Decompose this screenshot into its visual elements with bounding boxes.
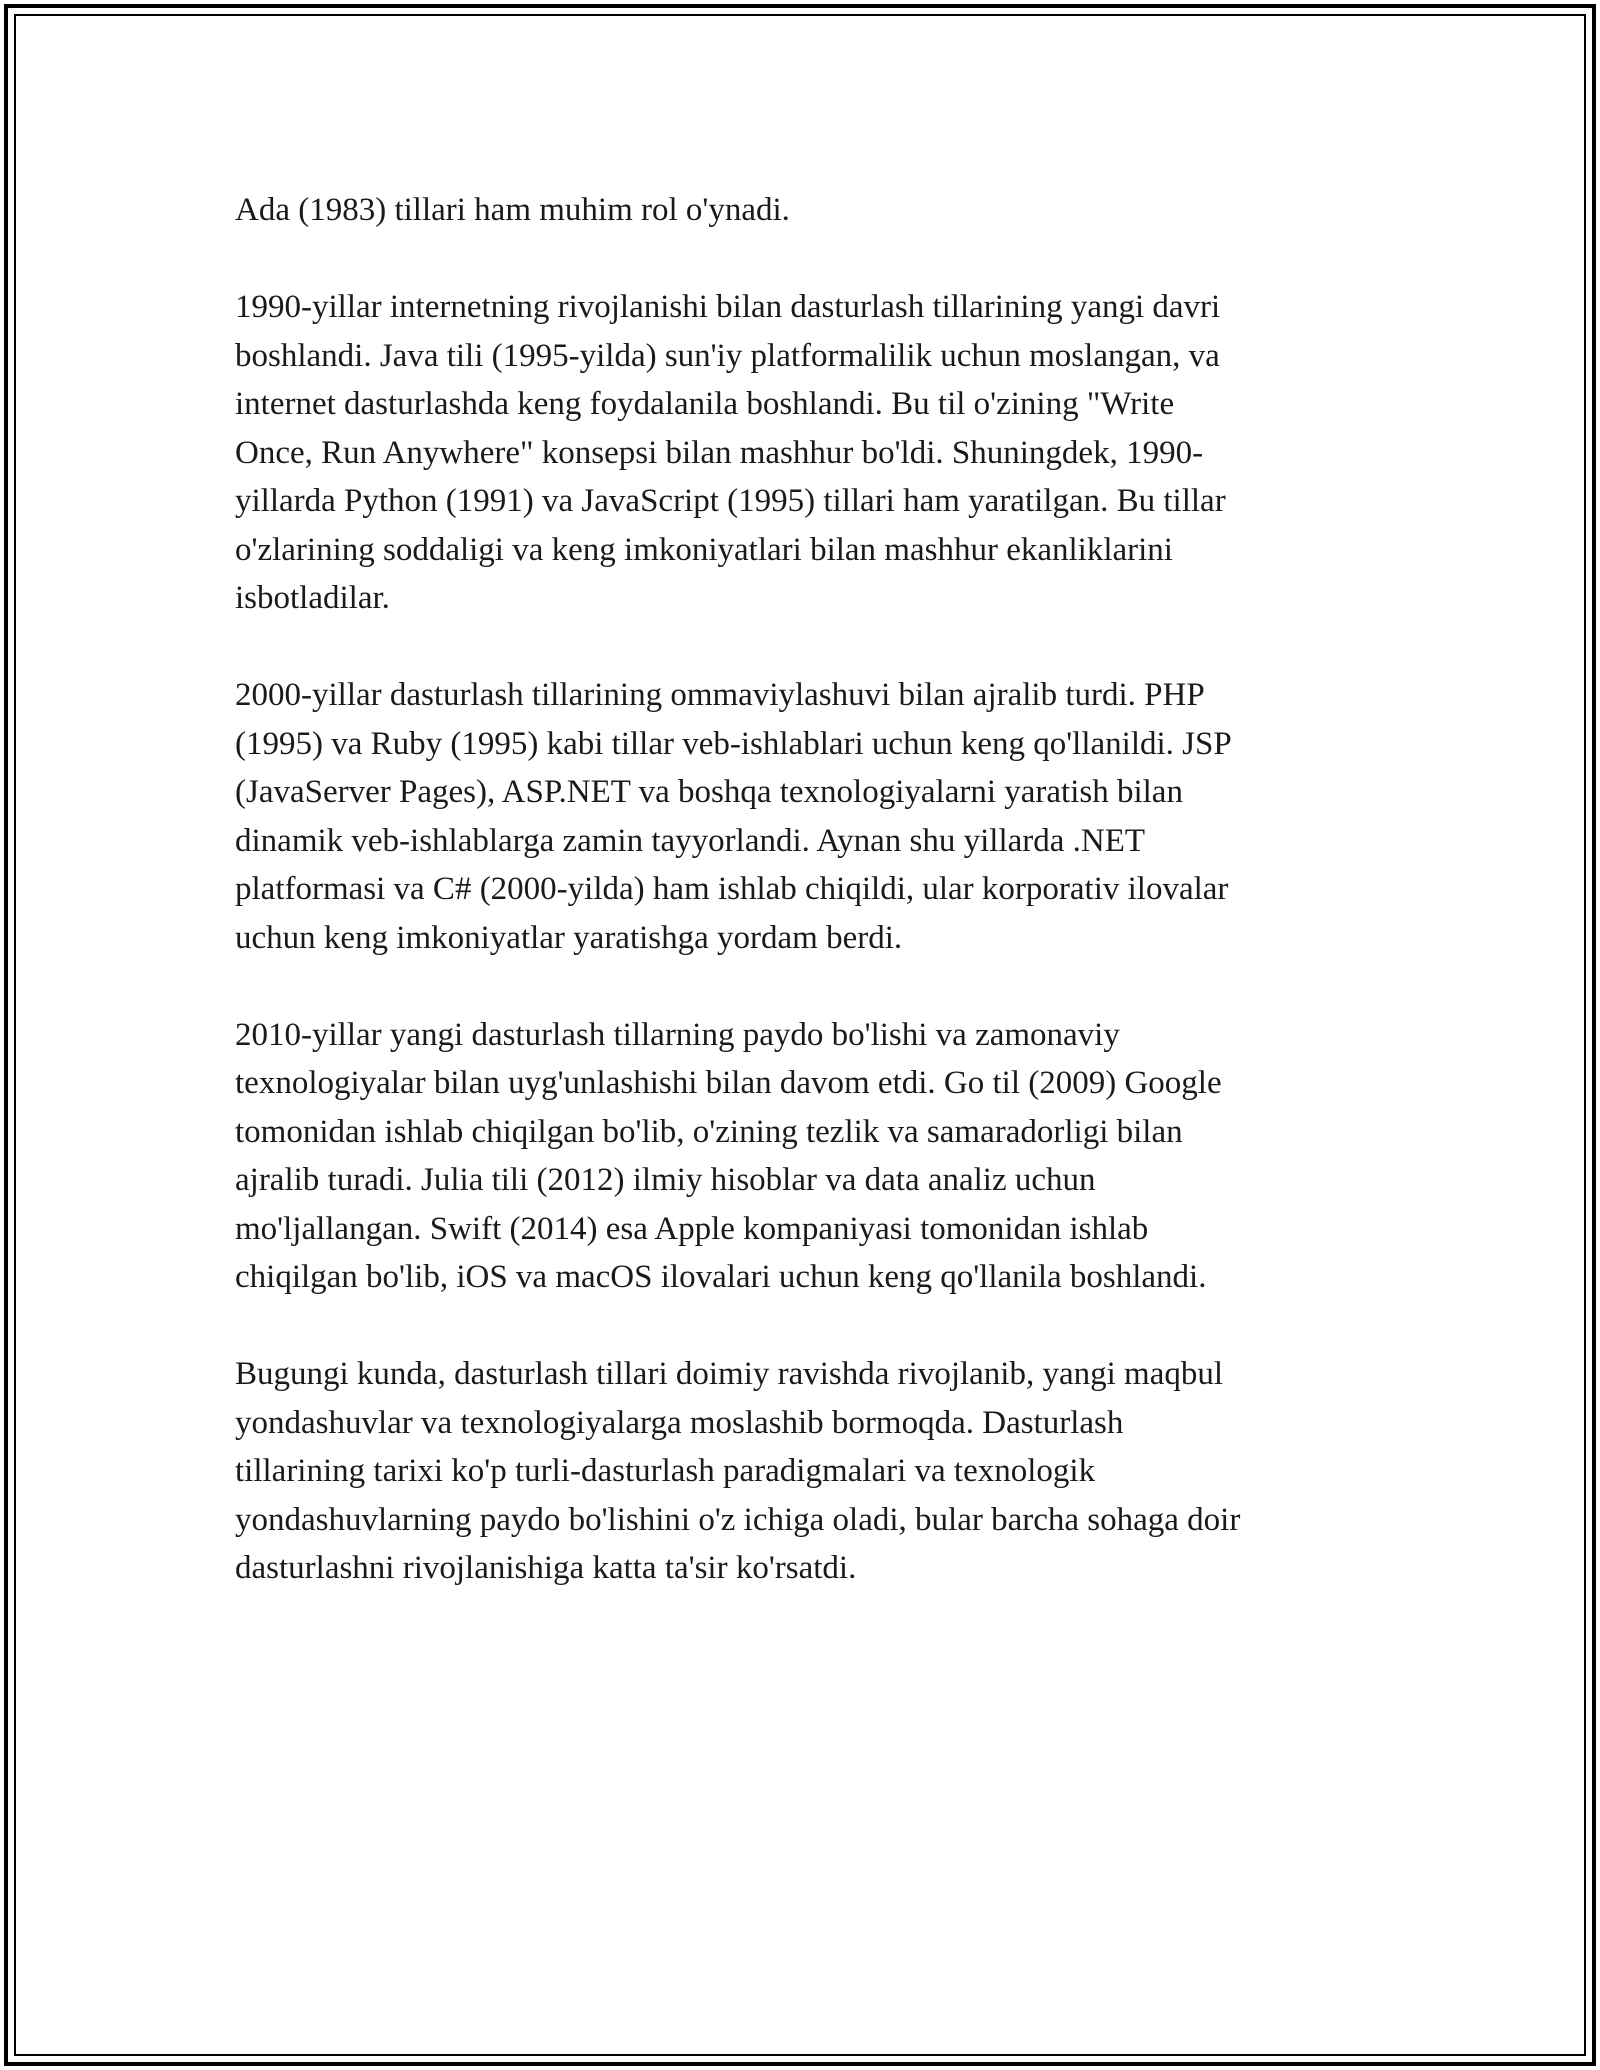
paragraph-ada: Ada (1983) tillari ham muhim rol o'ynadi. xyxy=(235,192,790,228)
paragraph-today: Bugungi kunda, dasturlash tillari doimiy ravishda rivojlanib, yangi maqbul yondashuvlar va texnologiyalarga moslashib bormoqda. Dasturlash tillarining tarixi ko'p turli-dasturlash paradigmalari va texnologik yondashuvlarning paydo bo'lishini o'z ichiga oladi, bular barcha sohaga doir dasturlashni rivojlanishiga katta ta'sir ko'rsatdi. xyxy=(235,1356,1241,1586)
paragraph-2010s: 2010-yillar yangi dasturlash tillarning paydo bo'lishi va zamonaviy texnologiyalar bilan uyg'unlashishi bilan davom etdi. Go til (2009) Google tomonidan ishlab chiqilgan bo'lib, o'zining tezlik va samaradorligi bilan ajralib turadi. Julia tili (2012) ilmiy hisoblar va data analiz uchun mo'ljallangan. Swift (2014) esa Apple kompaniyasi tomonidan ishlab chiqilgan bo'lib, iOS va macOS ilovalari uchun keng qo'llanila boshlandi. xyxy=(235,1016,1222,1295)
paragraph-1990s: 1990-yillar internetning rivojlanishi bilan dasturlash tillarining yangi davri boshlandi. Java tili (1995-yilda) sun'iy platformalilik uchun moslangan, va internet dasturlashda keng foydalanila boshlandi. Bu til o'zining "Write Once, Run Anywhere" konsepsi bilan mashhur bo'ldi. Shuningdek, 1990- yillarda Python (1991) va JavaScript (1995) tillari ham yaratilgan. Bu tillar o'zlarining soddaligi va keng imkoniyatlari bilan mashhur ekanliklarini isbotladilar. xyxy=(235,289,1226,616)
paragraph-2000s: 2000-yillar dasturlash tillarining ommaviylashuvi bilan ajralib turdi. PHP (1995) va Ruby (1995) kabi tillar veb-ishlablari uchun keng qo'llanildi. JSP (JavaServer Pages), ASP.NET va boshqa texnologiyalarni yaratish bilan dinamik veb-ishlablarga zamin tayyorlandi. Aynan shu yillarda .NET platformasi va C# (2000-yilda) ham ishlab chiqildi, ular korporativ ilovalar uchun keng imkoniyatlar yaratishga yordam berdi. xyxy=(235,677,1232,956)
document-body xyxy=(235,186,1365,1641)
